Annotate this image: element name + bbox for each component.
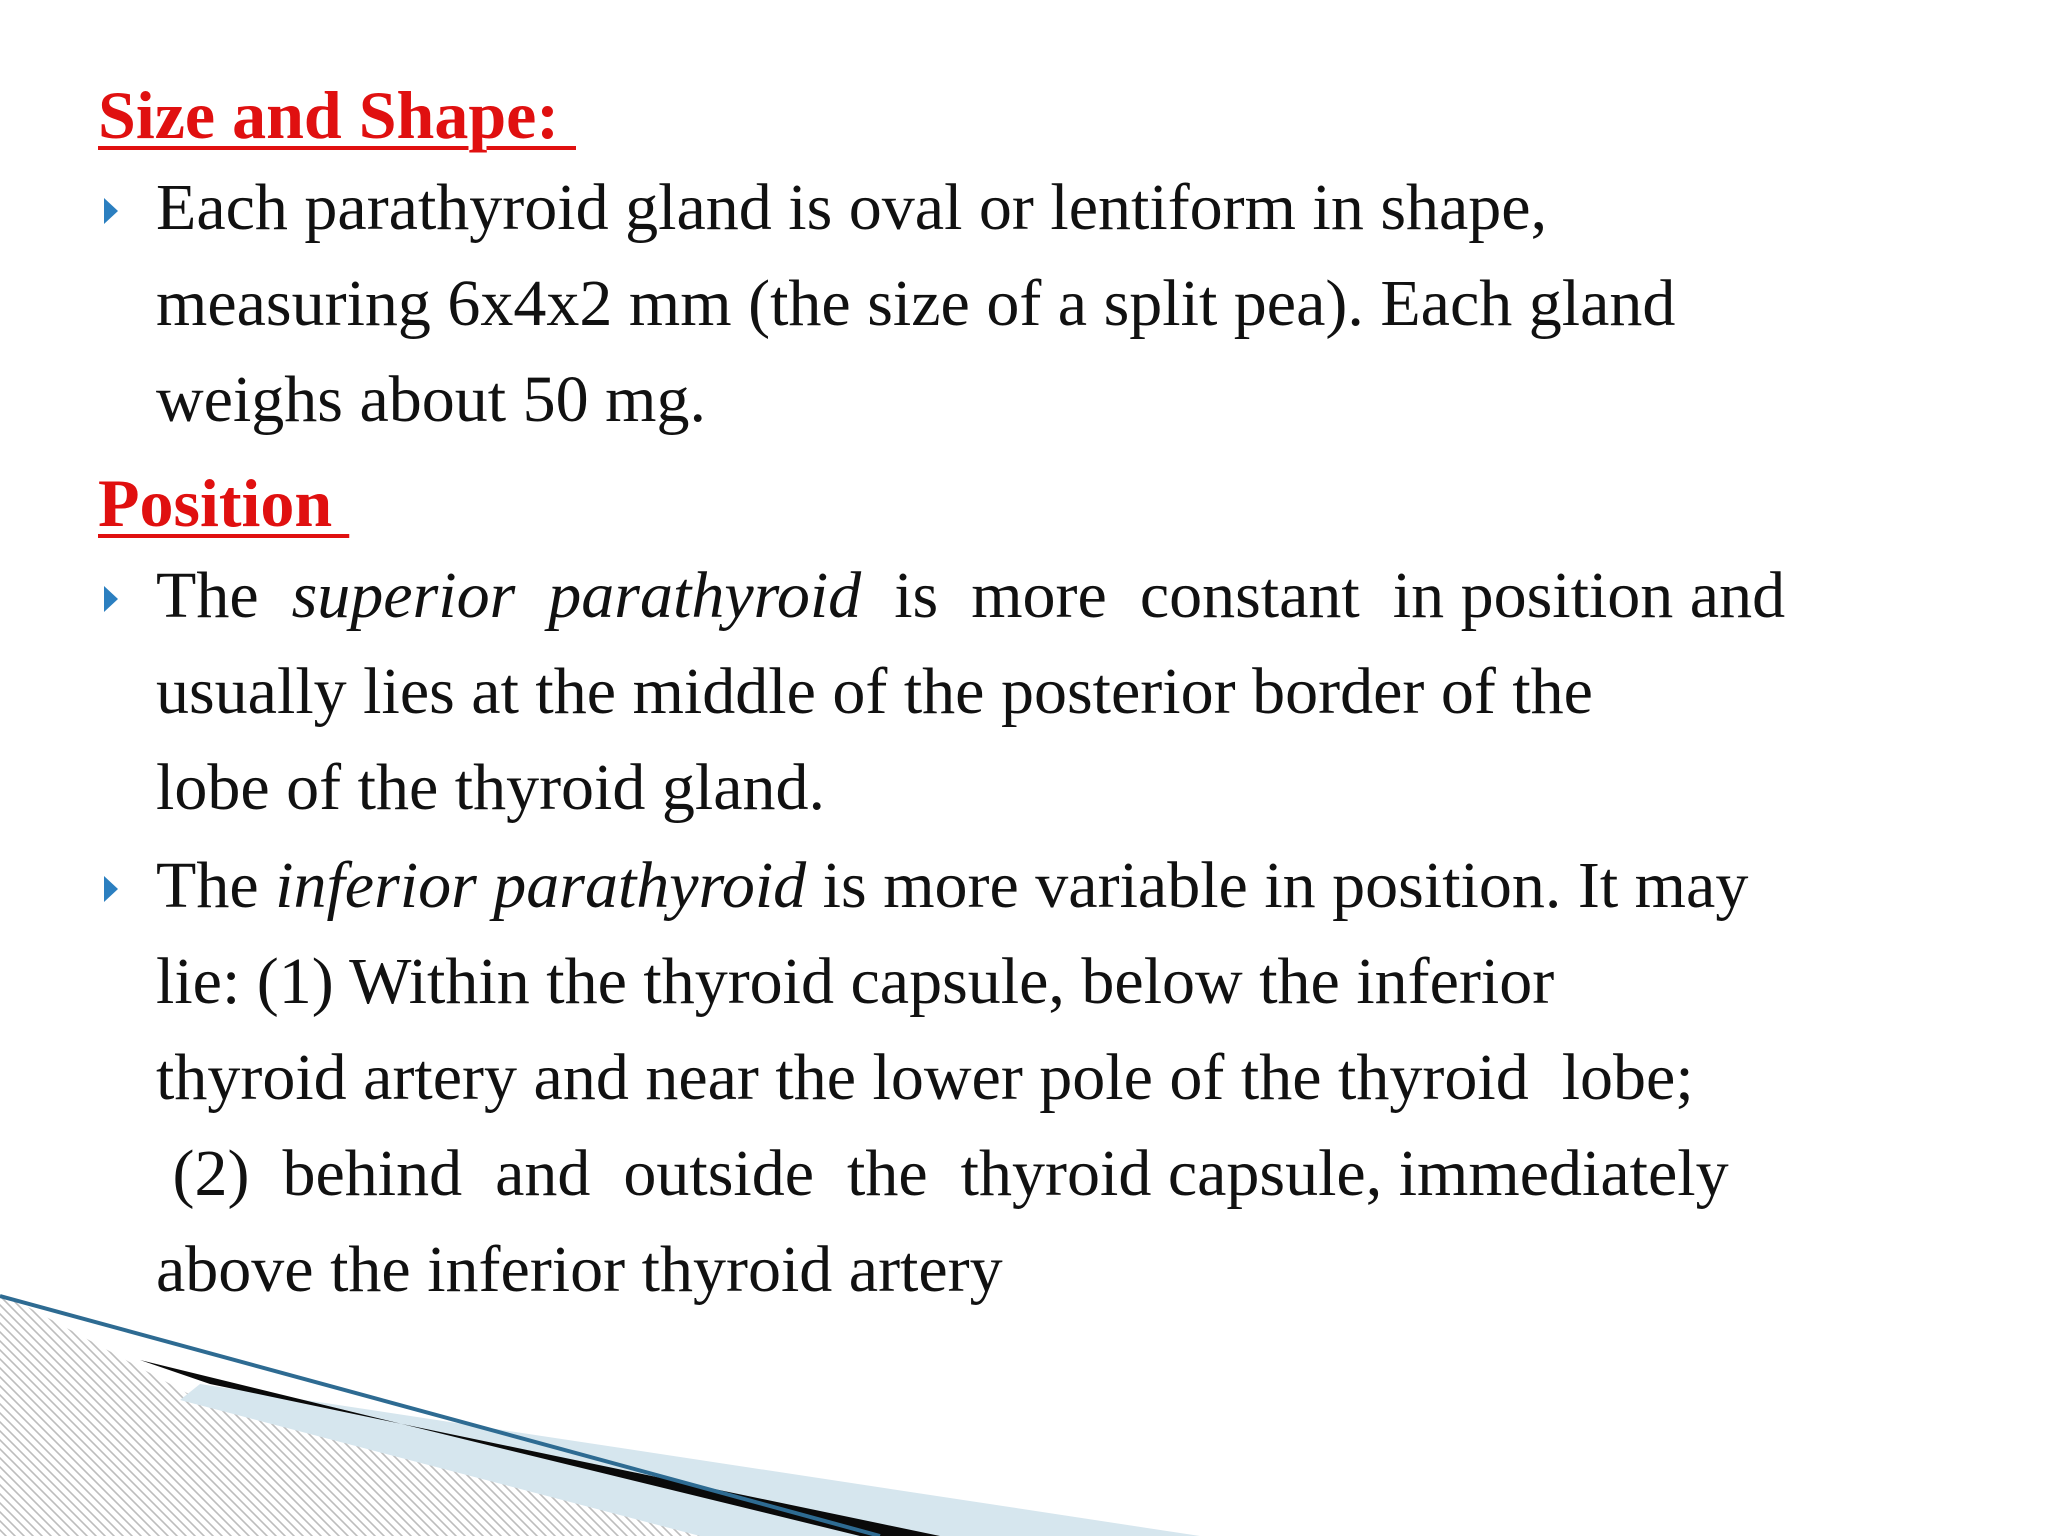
bullet-superior-parathyroid — [98, 548, 2008, 836]
bullet-arrow-icon — [104, 198, 118, 224]
text-line: usually lies at the middle of the posterior border of the — [156, 655, 1593, 728]
text-line: lie: (1) Within the thyroid capsule, below the inferior — [156, 945, 1555, 1018]
emphasis-superior-parathyroid: superior parathyroid — [291, 559, 862, 632]
emphasis-inferior-parathyroid: inferior parathyroid — [275, 849, 807, 922]
bullet-size-shape — [98, 160, 2008, 448]
bullet-arrow-icon — [104, 586, 118, 612]
text-run: is more variable in position. It may — [806, 849, 1749, 922]
text-line: Each parathyroid gland is oval or lentiform in shape, — [156, 171, 1548, 244]
text-line: above the inferior thyroid artery — [156, 1233, 1003, 1306]
text-line: (2) behind and outside the thyroid capsule, immediately — [156, 1137, 1729, 1210]
bullet-arrow-icon — [104, 876, 118, 902]
text-run: The — [156, 849, 276, 922]
text-line: lobe of the thyroid gland. — [156, 751, 826, 824]
bullet-inferior-parathyroid — [98, 838, 2008, 1318]
heading-position: Position — [98, 465, 350, 541]
heading-size-and-shape: Size and Shape: — [98, 77, 576, 153]
text-line — [156, 838, 2008, 934]
size-shape-bullets — [98, 160, 2008, 448]
slide-content — [98, 70, 2008, 1320]
position-bullets — [98, 548, 2008, 1318]
text-line: measuring 6x4x2 mm (the size of a split pea). Each gland — [156, 267, 1676, 340]
text-line: thyroid artery and near the lower pole of the thyroid lobe; — [156, 1041, 1694, 1114]
text-run: The — [156, 559, 292, 632]
text-run: is more constant in position and — [861, 559, 1786, 632]
text-line: weighs about 50 mg. — [156, 363, 706, 436]
text-line — [156, 548, 2008, 644]
